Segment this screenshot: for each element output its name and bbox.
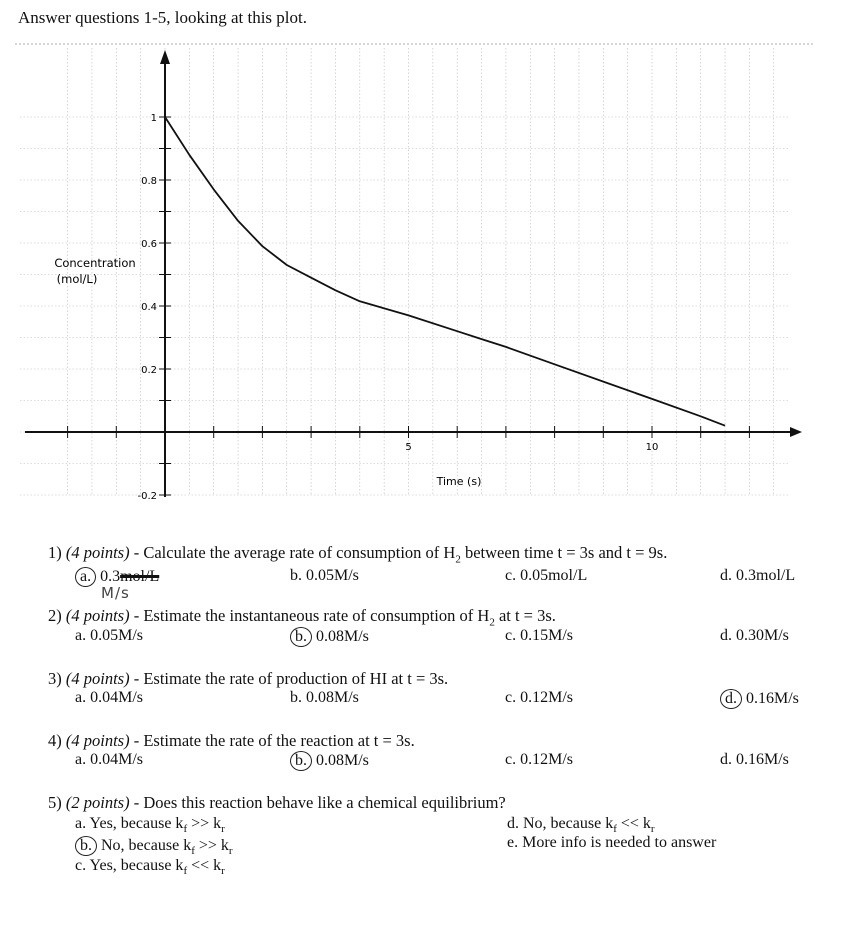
option-value: No, because k (523, 815, 614, 832)
answer-option (75, 815, 225, 835)
question-number: 2) (48, 606, 66, 625)
subscript: 2 (455, 553, 461, 566)
answer-option (505, 567, 587, 585)
answer-option (75, 689, 143, 707)
question-body-cont: at t = 3s. (494, 606, 556, 625)
subscript: f (191, 845, 195, 858)
subscript: f (183, 865, 188, 878)
y-tick-label: 0.6 (141, 239, 157, 250)
circled-answer-letter: a. (75, 567, 96, 587)
question-number: 1) (48, 543, 66, 562)
answer-option (505, 689, 573, 707)
question-body: - Does this reaction behave like a chemical equilibrium? (129, 793, 506, 812)
y-axis-label: Concentration (54, 256, 136, 270)
y-tick-label: -0.2 (137, 491, 157, 502)
option-letter: d. (720, 751, 732, 768)
subscript: r (221, 823, 225, 836)
answer-option (75, 751, 143, 769)
circled-answer-letter: b. (75, 836, 97, 856)
answer-option (290, 689, 359, 707)
y-tick-label: 0.2 (141, 365, 157, 376)
option-letter: c. (505, 567, 517, 584)
subscript: r (221, 865, 225, 878)
question-text (48, 793, 506, 813)
page-header: Answer questions 1-5, looking at this plot. (18, 8, 307, 27)
option-letter: c. (505, 751, 517, 768)
question-points: (4 points) (65, 669, 130, 688)
x-tick-label: 5 (405, 442, 412, 453)
answer-option (290, 751, 369, 771)
option-letter: c. (505, 627, 517, 644)
option-value: 0.08M/s (316, 628, 369, 645)
concentration-chart (0, 40, 846, 510)
concentration-line (165, 117, 725, 426)
question-body: - Estimate the rate of production of HI at t = 3s. (129, 669, 449, 688)
answer-option (290, 627, 369, 647)
y-axis-arrow (160, 50, 170, 64)
question-number: 3) (48, 669, 66, 688)
option-value: 0.04M/s (90, 689, 144, 706)
subscript: r (228, 845, 233, 858)
option-value: 0.05mol/L (520, 567, 588, 584)
option-operator: >> k (194, 837, 229, 854)
option-operator: >> k (187, 815, 222, 832)
question-body-cont: between time t = 3s and t = 9s. (460, 543, 668, 562)
question-points: (4 points) (65, 543, 130, 562)
question-body: - Estimate the rate of the reaction at t = 3s. (129, 731, 415, 750)
y-tick-label: 0.8 (141, 176, 157, 187)
question-body: - Calculate the average rate of consumption of H (129, 543, 456, 562)
question-points: (4 points) (65, 606, 130, 625)
option-value: 0.04M/s (90, 751, 144, 768)
question-text (48, 731, 415, 751)
answer-option (507, 815, 655, 835)
subscript: f (613, 823, 617, 836)
option-value: 0.30M/s (736, 627, 789, 644)
struck-unit: mol/L (120, 568, 160, 585)
question-text (48, 606, 556, 628)
option-letter: d. (720, 567, 732, 584)
option-value: 0.08M/s (316, 752, 369, 769)
option-letter: e. (507, 834, 519, 851)
option-value: 0.08M/s (306, 689, 359, 706)
answer-option (720, 567, 795, 585)
answer-option (505, 627, 573, 645)
option-value: Yes, because k (89, 815, 184, 832)
option-letter: a. (75, 689, 87, 706)
answer-option (720, 627, 789, 645)
option-value: 0.16M/s (746, 690, 799, 707)
answer-option (75, 857, 225, 877)
option-value: 0.3 (100, 568, 121, 585)
option-value: 0.3mol/L (736, 567, 796, 584)
y-tick-label: 0.4 (141, 302, 157, 313)
option-value: 0.12M/s (520, 751, 574, 768)
option-letter: b. (290, 567, 302, 584)
option-value: 0.12M/s (520, 689, 574, 706)
option-operator: << k (187, 857, 222, 874)
x-tick-label: 10 (645, 442, 659, 453)
option-value: 0.05M/s (306, 567, 359, 584)
answer-option (720, 689, 799, 709)
option-value: No, because k (101, 837, 192, 854)
question-text (48, 669, 448, 689)
answer-option (75, 627, 143, 645)
x-axis-label: Time (s) (436, 475, 482, 488)
answer-option (290, 567, 359, 585)
option-letter: a. (75, 627, 87, 644)
option-letter: b. (290, 689, 302, 706)
option-letter: d. (720, 627, 732, 644)
y-axis-unit: (mol/L) (56, 272, 98, 286)
option-letter: d. (507, 815, 519, 832)
option-operator: << k (616, 815, 651, 832)
option-value: Yes, because k (89, 857, 184, 874)
option-letter: a. (75, 815, 87, 832)
circled-answer-letter: b. (290, 751, 312, 771)
circled-answer-letter: d. (720, 689, 742, 709)
handwritten-note: M/s (101, 584, 130, 602)
y-tick-label: 1 (150, 113, 157, 124)
subscript: 2 (489, 616, 495, 629)
option-letter: c. (505, 689, 517, 706)
option-value: 0.16M/s (736, 751, 789, 768)
circled-answer-letter: b. (290, 627, 312, 647)
option-letter: c. (75, 857, 87, 874)
question-body: - Estimate the instantaneous rate of consumption of H (129, 606, 490, 625)
answer-option (75, 836, 233, 857)
answer-option (507, 834, 716, 852)
subscript: r (650, 823, 655, 836)
question-number: 4) (48, 731, 66, 750)
question-points: (4 points) (65, 731, 130, 750)
answer-option (505, 751, 573, 769)
answer-option (720, 751, 789, 769)
subscript: f (183, 823, 188, 836)
question-text (48, 543, 667, 565)
question-points: (2 points) (65, 793, 130, 812)
question-number: 5) (48, 793, 66, 812)
option-letter: a. (75, 751, 87, 768)
option-value: 0.05M/s (90, 627, 144, 644)
option-value: More info is needed to answer (522, 834, 717, 851)
x-axis-arrow (790, 427, 802, 437)
option-value: 0.15M/s (520, 627, 574, 644)
